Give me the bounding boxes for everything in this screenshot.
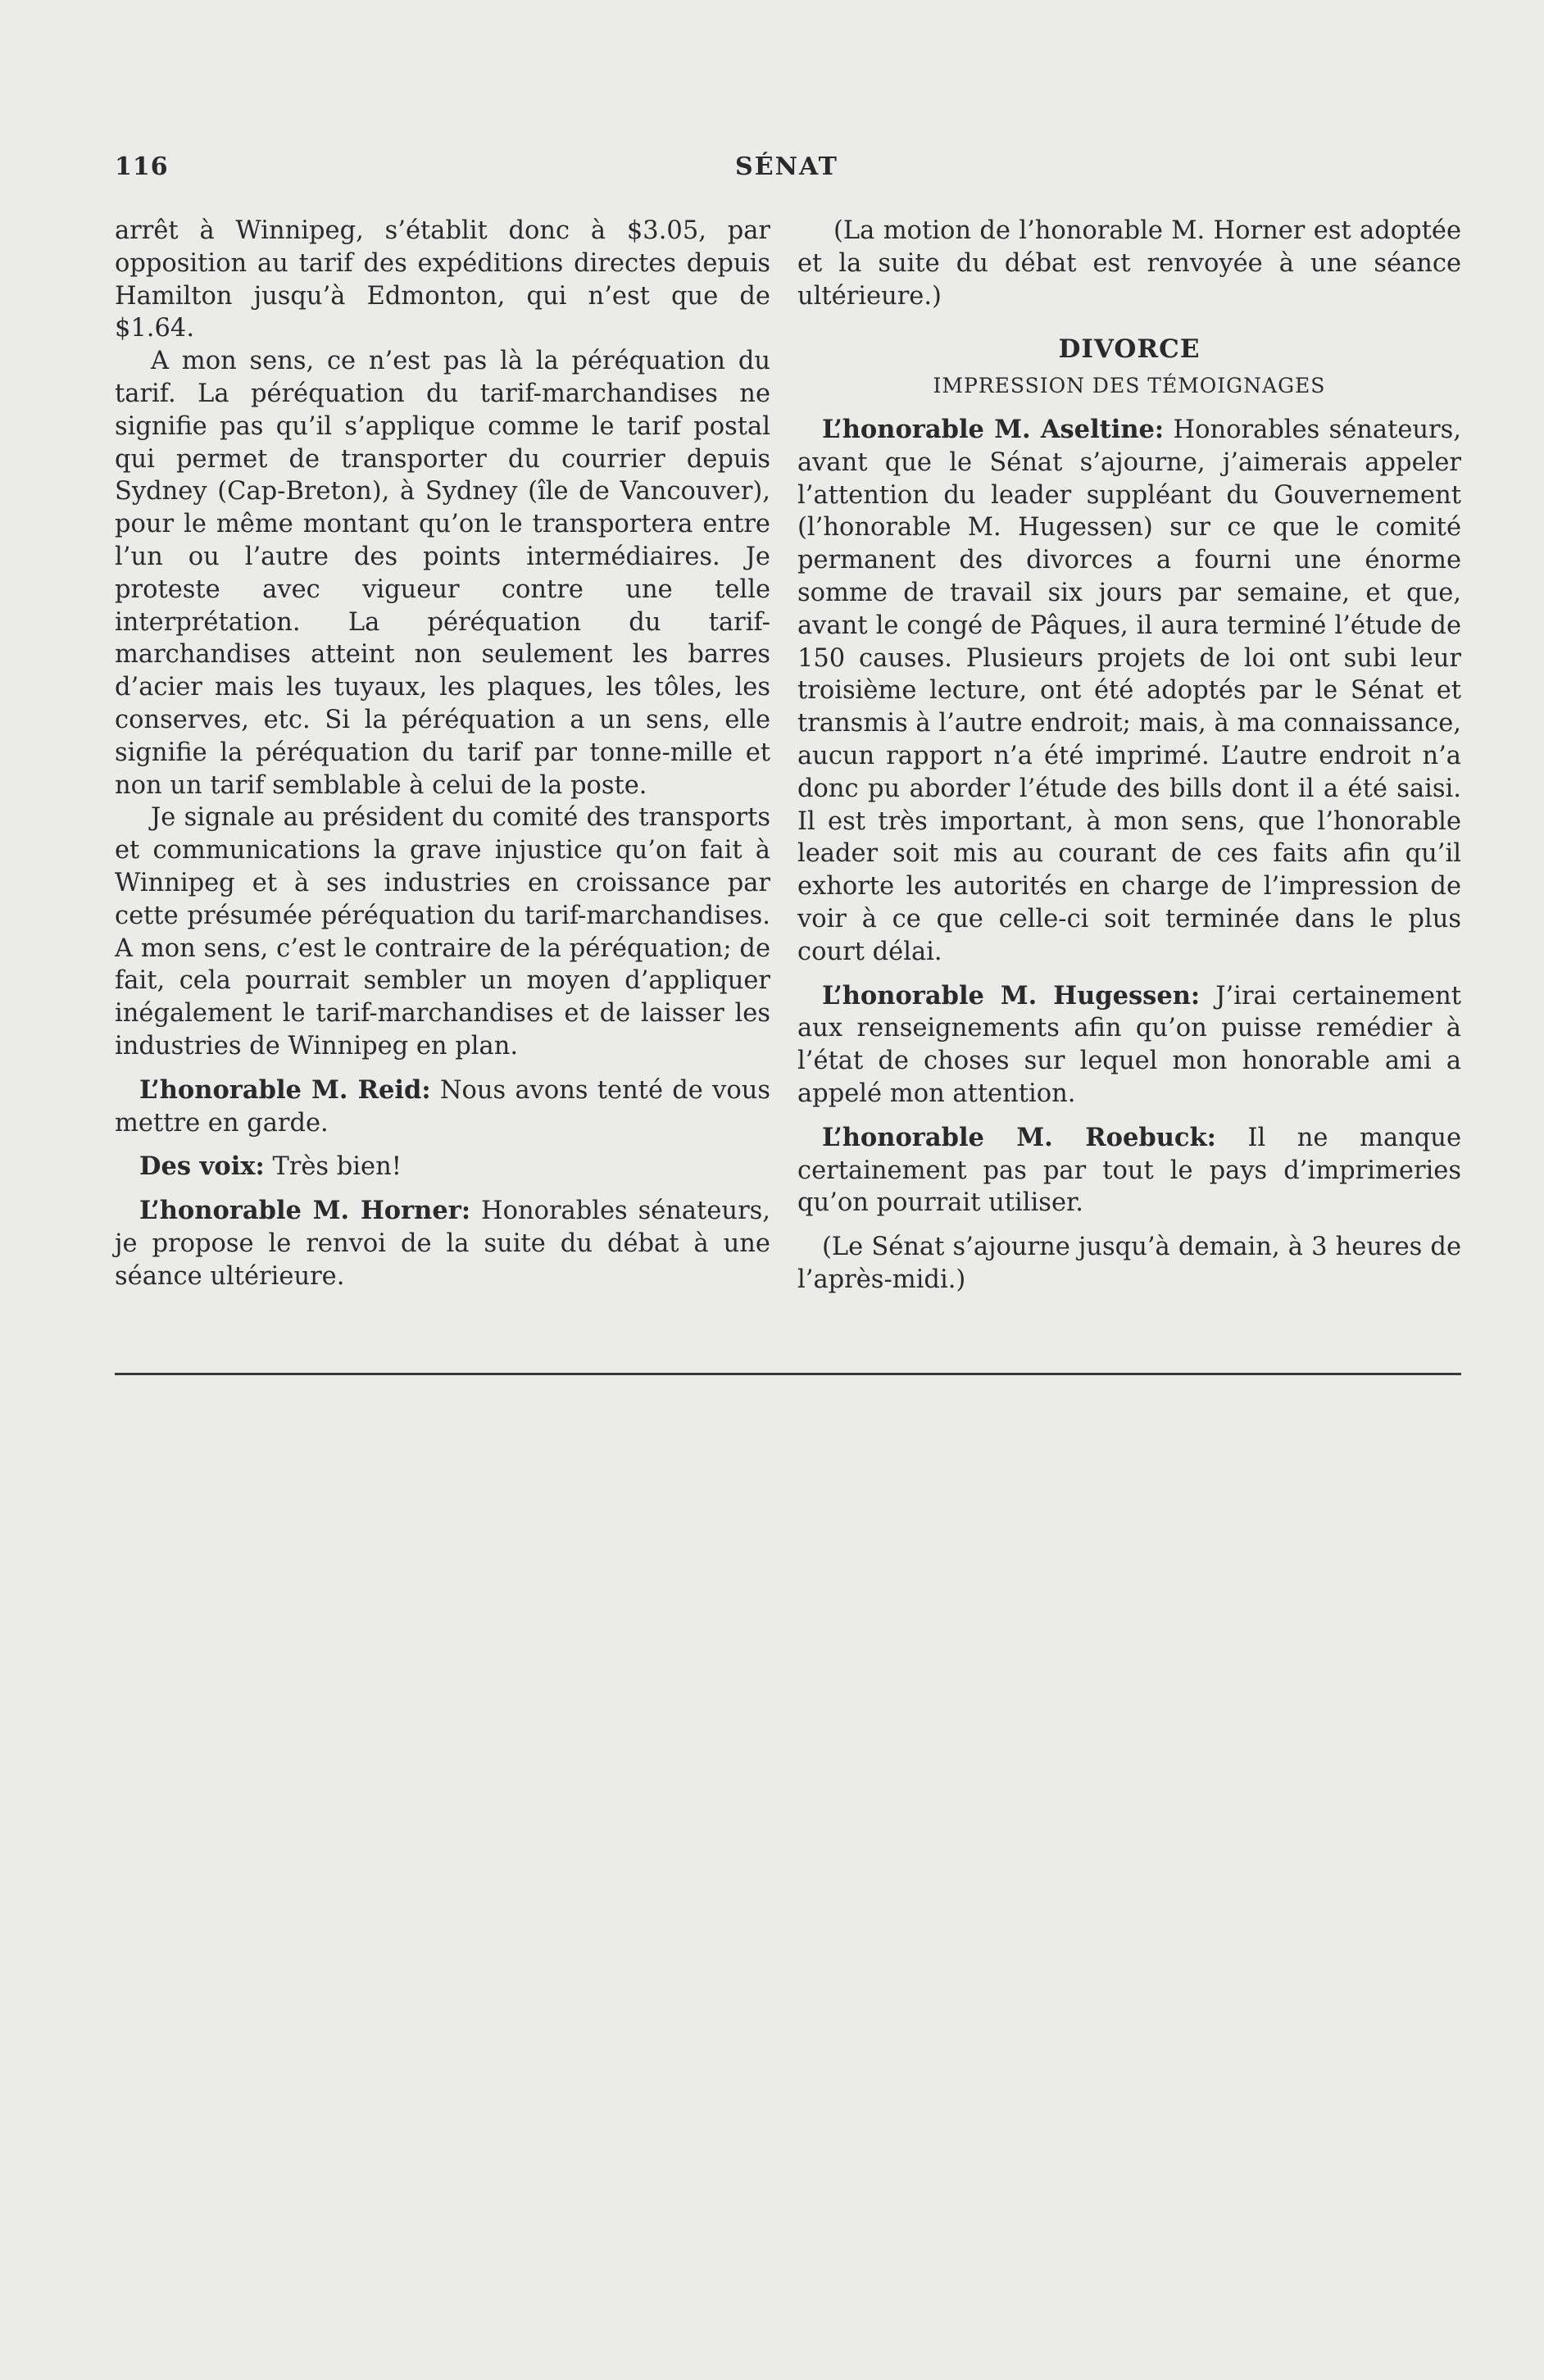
speech-aseltine (797, 414, 1461, 969)
paragraph: A mon sens, ce n’est pas là la péréquation du tarif. La péréquation du tarif-marchandises ne signifie pas qu’il s’applique comme le tarif postal qui permet de transporter du courrier depuis Sydney (Cap-Breton), à Sydney (île de Vancouver), pour le même montant qu’on le transportera entre l’un ou l’autre des points intermédiaires. Je proteste avec vigueur contre une telle interprétation. La péréquation du tarif-marchandises atteint non seulement les barres d’acier mais les tuyaux, les plaques, les tôles, les conserves, etc. Si la péréquation a un sens, elle signifie la péréquation du tarif par tonne-mille et non un tarif semblable à celui de la poste. (115, 347, 770, 800)
motion-note: (La motion de l’honorable M. Horner est adoptée et la suite du débat est renvoyée à une séance ultérieure.) (797, 216, 1461, 311)
speech-hugessen (797, 980, 1461, 1111)
speech-text: Honorables sénateurs, avant que le Sénat s’ajourne, j’aimerais appeler l’attention du leader suppléant du Gouvernement (l’honorable M. Hugessen) sur ce que le comité permanent des divorces a fourni une énorme somme de travail six jours par semaine, et que, avant le congé de Pâques, il aura terminé l’étude de 150 causes. Plusieurs projets de loi ont subi leur troisième lecture, ont été adoptés par le Sénat et transmis à l’autre endroit; mais, à ma connaissance, aucun rapport n’a été imprimé. L’autre endroit n’a donc pu aborder l’étude des bills dont il a été saisi. Il est très important, à mon sens, que l’honorable leader soit mis au courant de ces faits afin qu’il exhorte les autorités en charge de l’impression de voir à ce que celle-ci soit terminée dans le plus court délai. (797, 415, 1461, 966)
paragraph: Je signale au président du comité des transports et communications la grave injustice qu’on fait à Winnipeg et à ses industries en croissance par cette présumée péréquation du tarif-marchandises. A mon sens, c’est le contraire de la péréquation; de fait, cela pourrait sembler un moyen d’appliquer inégalement le tarif-marchandises et de laisser les industries de Winnipeg en plan. (115, 803, 770, 1061)
page-header (115, 152, 1459, 193)
speech-text: J’irai certainement aux renseignements afin qu’on puisse remédier à l’état de choses sur lequel mon honorable ami a appelé mon attention. (797, 981, 1461, 1108)
speech-roebuck (797, 1122, 1461, 1220)
speech-reid (115, 1074, 770, 1140)
speech-text: Il ne manque certainement pas par tout le pays d’imprimeries qu’on pourrait utiliser. (797, 1123, 1462, 1218)
speaker-name: L’honorable M. Hugessen: (822, 980, 1201, 1011)
speaker-name: L’honorable M. Horner: (139, 1196, 471, 1226)
section-subheading: IMPRESSION DES TÉMOIGNAGES (933, 374, 1326, 398)
speech-voices (115, 1151, 770, 1183)
left-column (115, 215, 770, 1293)
adjournment-note: (Le Sénat s’ajourne jusqu’à demain, à 3 heures de l’après-midi.) (797, 1233, 1461, 1294)
paragraph: arrêt à Winnipeg, s’établit donc à $3.05, par opposition au tarif des expéditions directes depuis Hamilton jusqu’à Edmonton, qui n’est que de $1.64. (115, 216, 770, 343)
running-title: SÉNAT (735, 152, 838, 181)
speech-text: Honorables sénateurs, je propose le renvoi de la suite du débat à une séance ultérieure. (115, 1197, 770, 1291)
speech-text: Très bien! (264, 1152, 402, 1182)
page-number: 116 (115, 152, 169, 181)
horizontal-rule (115, 1373, 1461, 1375)
section-heading: DIVORCE (1058, 334, 1201, 365)
speaker-name: L’honorable M. Aseltine: (822, 414, 1165, 444)
right-column (797, 215, 1461, 1297)
speech-text: Nous avons tenté de vous mettre en garde. (115, 1075, 770, 1138)
speaker-name: L’honorable M. Roebuck: (822, 1122, 1216, 1152)
speech-horner (115, 1195, 770, 1292)
speaker-name: Des voix: (139, 1151, 265, 1182)
speaker-name: L’honorable M. Reid: (139, 1074, 431, 1105)
